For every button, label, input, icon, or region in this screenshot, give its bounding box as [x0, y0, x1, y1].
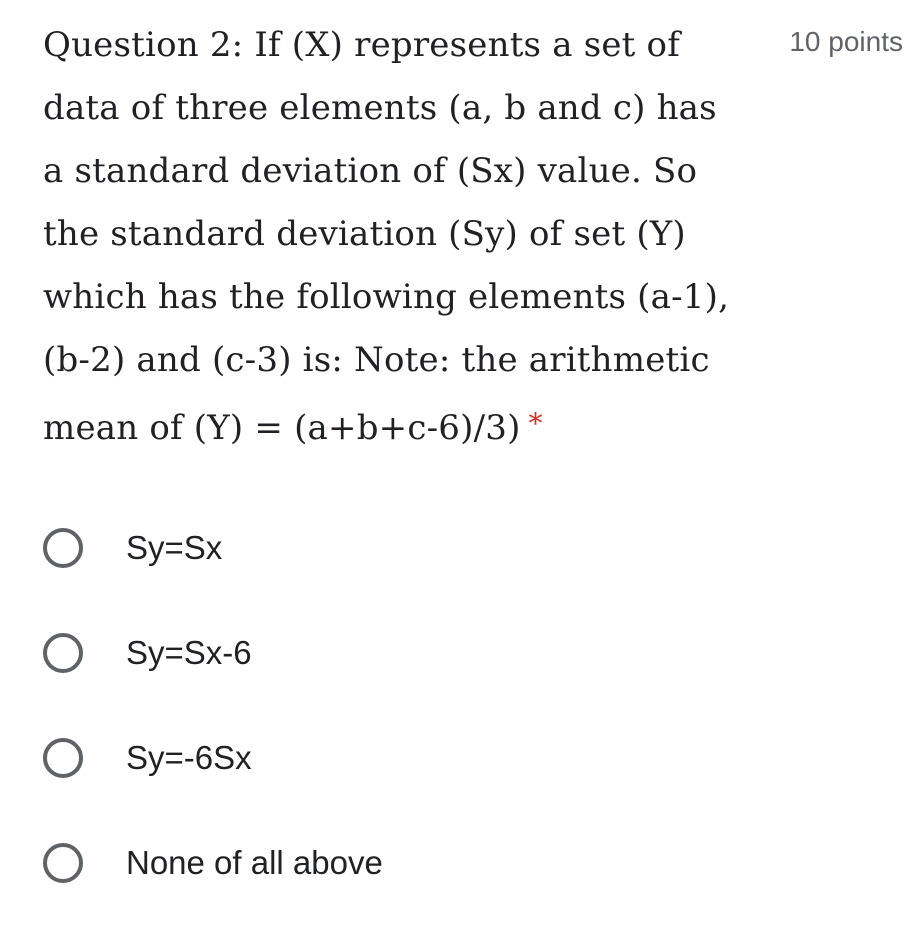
required-asterisk: * — [528, 407, 543, 440]
option-label: Sy=Sx-6 — [126, 634, 252, 671]
option-label: Sy=Sx — [126, 529, 223, 566]
radio-button-icon[interactable] — [43, 528, 83, 568]
option-label: Sy=-6Sx — [126, 739, 252, 776]
option-none-of-all-above[interactable] — [43, 835, 383, 891]
question-header — [43, 14, 903, 460]
radio-button-icon[interactable] — [43, 738, 83, 778]
radio-button-icon[interactable] — [43, 633, 83, 673]
question-text: Question 2: If (X) represents a set of data of three elements (a, b and c) has a standard deviation of (Sx) value. So the standard deviation (Sy) of set (Y) which has the following elements (a-1), (b-2) and (c-3) is: Note: the arithmetic mean of (Y) = (a+b+c-6)/3) — [43, 25, 730, 448]
answer-options — [43, 520, 383, 940]
option-label: None of all above — [126, 844, 383, 881]
radio-button-icon[interactable] — [43, 843, 83, 883]
option-sy-equals-minus-6sx[interactable] — [43, 730, 383, 786]
question-title — [43, 14, 748, 460]
points-label: 10 points — [789, 26, 903, 57]
option-sy-equals-sx[interactable] — [43, 520, 383, 576]
option-sy-equals-sx-minus-6[interactable] — [43, 625, 383, 681]
